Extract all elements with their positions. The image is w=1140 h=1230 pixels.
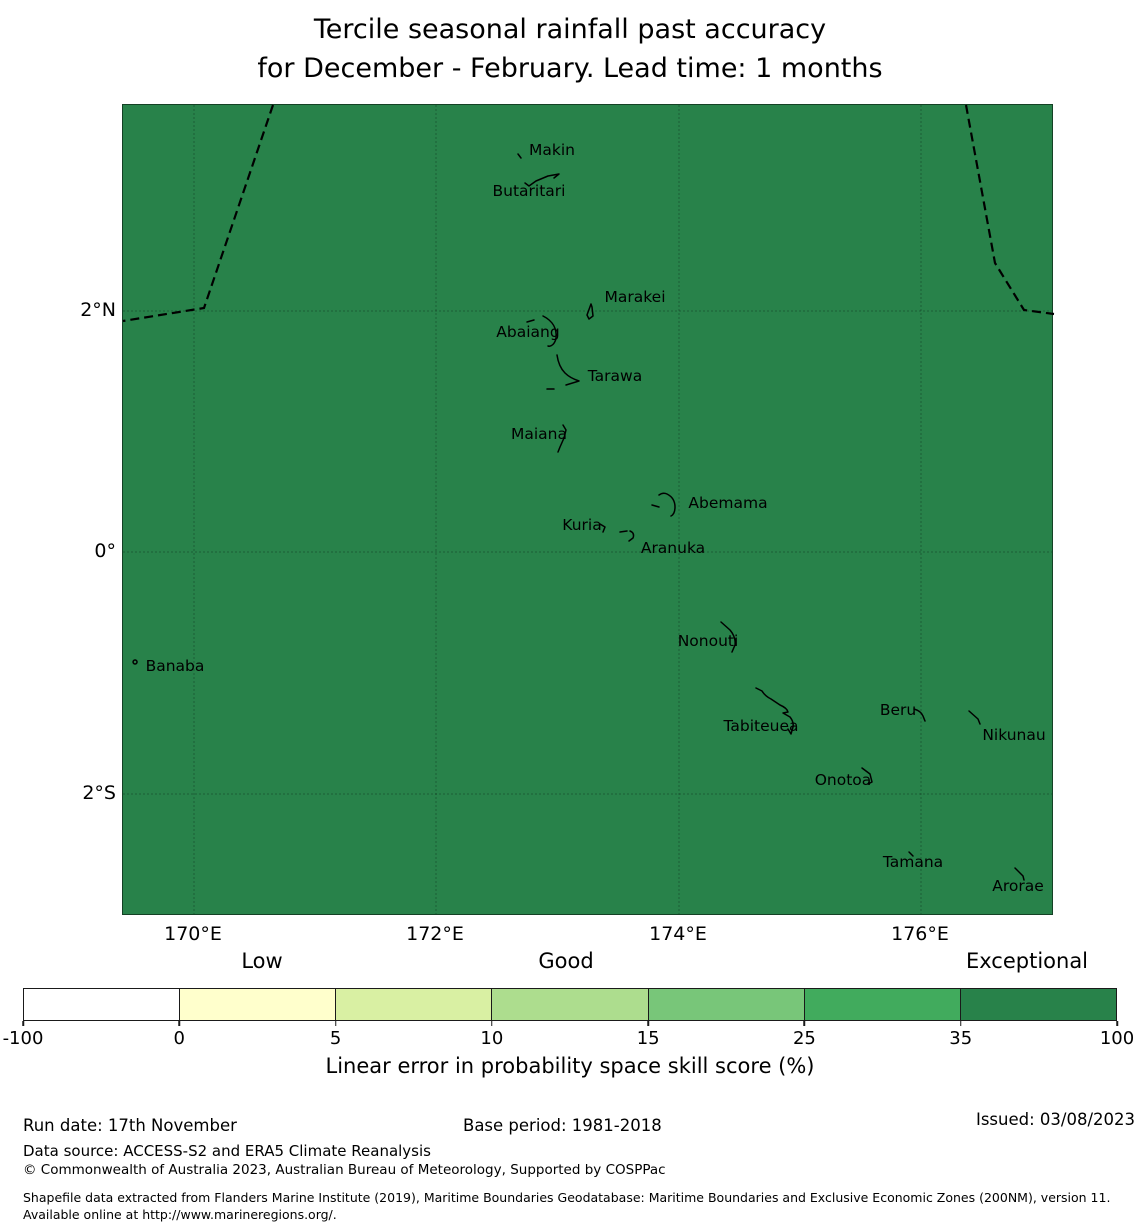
island-label: Abaiang <box>496 323 560 341</box>
colorbar-tick-mark <box>647 1021 649 1026</box>
island-label: Marakei <box>604 288 666 306</box>
island-label: Arorae <box>992 877 1044 895</box>
island-label: Kuria <box>562 516 602 534</box>
colorbar-segment <box>960 989 1116 1020</box>
colorbar-tick-mark <box>804 1021 806 1026</box>
island-label: Tarawa <box>587 367 643 385</box>
latitude-tick-label: 2°S <box>82 782 116 804</box>
island-label: Nonouti <box>677 632 739 650</box>
colorbar-tick-label: 0 <box>173 1028 185 1049</box>
island-shape <box>547 355 579 389</box>
island-shape <box>518 154 521 158</box>
colorbar-tick-label: 15 <box>636 1028 660 1049</box>
colorbar-tick-mark <box>1116 1021 1118 1026</box>
colorbar-caption: Linear error in probability space skill score (%) <box>325 1054 815 1078</box>
latitude-tick-label: 0° <box>94 540 116 562</box>
longitude-tick-label: 172°E <box>406 923 464 945</box>
island-shape <box>969 711 980 724</box>
shapefile-note-text: Shapefile data extracted from Flanders Marine Institute (2019), Maritime Boundaries Geodatabase: Maritime Boundaries and Exclusive Economic Zones (200NM), version 11. Available online at http://www.marineregions.org/. <box>23 1190 1111 1222</box>
skill-quality-label: Good <box>538 949 594 973</box>
figure-title-line1: Tercile seasonal rainfall past accuracy <box>313 14 827 45</box>
island-label: Maiana <box>511 425 567 443</box>
colorbar-tick-mark <box>491 1021 493 1026</box>
longitude-tick-label: 176°E <box>891 923 949 945</box>
colorbar-tick-mark <box>22 1021 24 1026</box>
eez-boundary-line <box>123 105 273 321</box>
island-label: Tamana <box>882 853 944 871</box>
colorbar <box>23 988 1117 1021</box>
base-period-text: Base period: 1981-2018 <box>463 1116 662 1135</box>
island-shape <box>587 304 593 319</box>
colorbar-segment <box>804 989 960 1020</box>
skill-quality-label: Low <box>241 949 283 973</box>
island-shape <box>652 493 675 516</box>
colorbar-tick-label: 35 <box>949 1028 973 1049</box>
eez-boundary-line <box>966 105 1054 314</box>
figure-title-line2: for December - February. Lead time: 1 months <box>257 53 883 84</box>
longitude-tick-label: 170°E <box>164 923 222 945</box>
colorbar-tick-label: 100 <box>1099 1028 1135 1049</box>
island-label: Abemama <box>688 494 768 512</box>
run-date-text: Run date: 17th November <box>23 1116 237 1135</box>
map-panel <box>122 104 1053 915</box>
island-label: Nikunau <box>982 726 1046 744</box>
colorbar-tick-mark <box>179 1021 181 1026</box>
issued-date-text: Issued: 03/08/2023 <box>975 1110 1135 1129</box>
colorbar-tick-label: -100 <box>2 1028 44 1049</box>
island-label: Aranuka <box>640 539 706 557</box>
island-label: Makin <box>529 141 575 159</box>
colorbar-tick-mark <box>335 1021 337 1026</box>
colorbar-tick-label: 25 <box>792 1028 816 1049</box>
colorbar-segment <box>648 989 804 1020</box>
colorbar-segment <box>491 989 647 1020</box>
island-label: Beru <box>879 701 917 719</box>
island-label: Onotoa <box>814 771 872 789</box>
colorbar-segment <box>24 989 179 1020</box>
latitude-tick-label: 2°N <box>80 299 116 321</box>
map-canvas <box>123 105 1052 914</box>
island-label: Butaritari <box>492 182 566 200</box>
copyright-text: © Commonwealth of Australia 2023, Australian Bureau of Meteorology, Supported by COSPPac <box>23 1162 666 1178</box>
longitude-tick-label: 174°E <box>649 923 707 945</box>
island-shape <box>620 531 634 541</box>
figure-title <box>0 10 1140 88</box>
island-label: Banaba <box>145 657 205 675</box>
colorbar-tick-label: 5 <box>329 1028 342 1049</box>
colorbar-segment <box>179 989 335 1020</box>
data-source-text: Data source: ACCESS-S2 and ERA5 Climate Reanalysis <box>23 1142 431 1160</box>
colorbar-segment <box>335 989 491 1020</box>
island-label: Tabiteuea <box>723 717 799 735</box>
colorbar-tick-label: 10 <box>480 1028 504 1049</box>
colorbar-tick-mark <box>960 1021 962 1026</box>
island-shape <box>133 660 137 664</box>
skill-quality-label: Exceptional <box>965 949 1089 973</box>
